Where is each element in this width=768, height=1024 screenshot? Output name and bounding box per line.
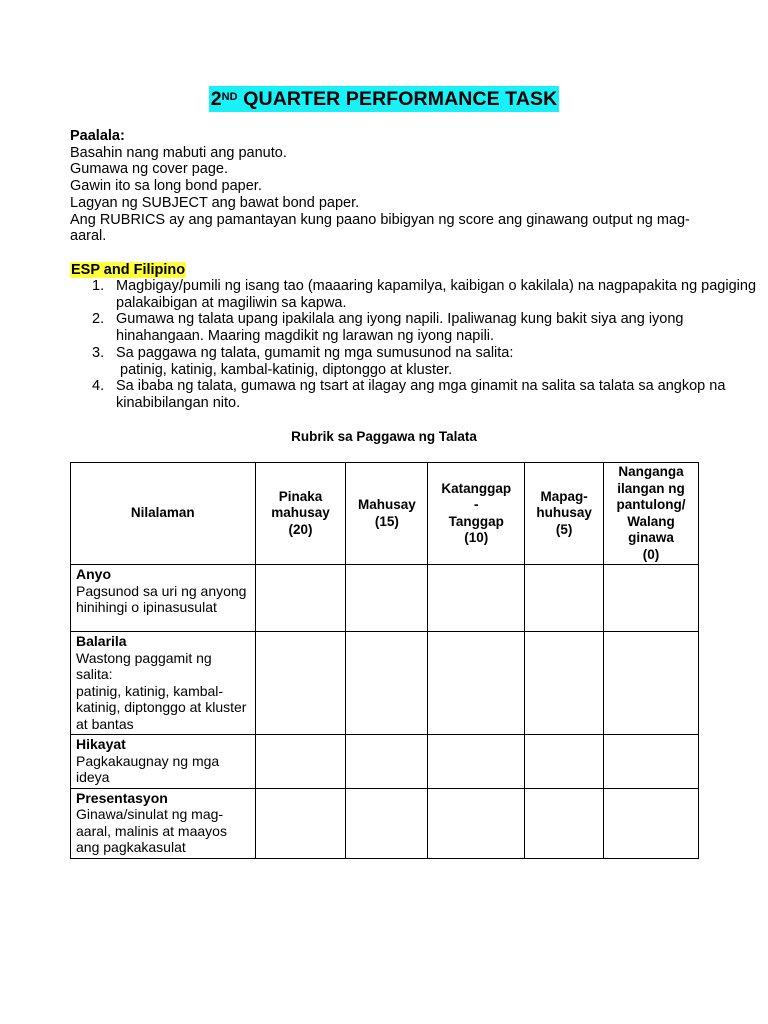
score-cell: [428, 632, 525, 735]
score-cell: [604, 632, 699, 735]
header-cell-score: Nanganga ilangan ng pantulong/ Walang ginawa (0): [604, 463, 699, 565]
reminder-line: Ang RUBRICS ay ang pamantayan kung paano bibigyan ng score ang ginawang output ng mag-aaral.: [70, 211, 690, 245]
criterion-desc: Wastong paggamit ng salita: patinig, katinig, kambal-katinig, diptonggo at kluster at bantas: [76, 649, 247, 732]
score-cell: [255, 788, 346, 858]
task-text: Magbigay/pumili ng isang tao (maaaring kapamilya, kaibigan o kakilala) na nagpapakita ng pagiging palakaibigan at magiliwin sa kapwa.: [116, 278, 757, 311]
score-cell: [525, 632, 604, 735]
task-list: [70, 278, 756, 412]
task-number: 4.: [92, 378, 105, 395]
task-number: 3.: [92, 344, 105, 361]
reminder-line: Gawin ito sa long bond paper.: [70, 178, 262, 195]
header-cell-nilalaman: Nilalaman: [71, 463, 256, 565]
task-text: Sa paggawa ng talata, gumamit ng mga sumusunod na salita:: [116, 344, 514, 361]
score-cell: [604, 788, 699, 858]
criterion-cell: [71, 735, 256, 789]
task-text-continued: patinig, katinig, kambal-katinig, diptonggo at kluster.: [116, 361, 453, 378]
task-number: 2.: [92, 311, 105, 328]
header-cell-score: Katanggap - Tanggap (10): [428, 463, 525, 565]
reminder-line: Basahin nang mabuti ang panuto.: [70, 144, 287, 161]
score-cell: [604, 565, 699, 632]
reminders-block: [70, 128, 710, 245]
reminders-label: Paalala:: [70, 128, 125, 144]
score-cell: [255, 735, 346, 789]
score-cell: [428, 788, 525, 858]
criterion-desc: Pagkakaugnay ng mga ideya: [76, 752, 220, 785]
task-item: [92, 278, 757, 311]
task-number: 1.: [92, 278, 105, 294]
criterion-name: Presentasyon: [76, 789, 168, 806]
score-cell: [428, 565, 525, 632]
title-rest: QUARTER PERFORMANCE TASK: [237, 88, 558, 110]
header-cell-score: Mahusay (15): [346, 463, 428, 565]
criterion-name: Hikayat: [76, 736, 126, 752]
criterion-name: Anyo: [76, 566, 111, 582]
rubric-row: [71, 788, 699, 858]
header-cell-score: Pinaka mahusay (20): [255, 463, 346, 565]
criterion-cell: [71, 632, 256, 735]
score-cell: [604, 735, 699, 789]
section-title-text: ESP and Filipino: [71, 262, 186, 278]
score-cell: [346, 565, 428, 632]
criterion-name: Balarila: [76, 633, 127, 649]
criterion-cell: [71, 565, 256, 632]
score-cell: [525, 788, 604, 858]
rubric-row: [71, 735, 699, 789]
reminder-line: Lagyan ng SUBJECT ang bawat bond paper.: [70, 194, 360, 211]
title-container: [0, 86, 768, 112]
score-cell: [346, 632, 428, 735]
rubric-row: [71, 565, 699, 632]
rubric-header-row: [71, 463, 699, 565]
criterion-cell: [71, 788, 256, 858]
criterion-desc: Pagsunod sa uri ng anyong hinihingi o ipinasusulat: [76, 582, 247, 615]
task-text: Gumawa ng talata upang ipakilala ang iyong napili. Ipaliwanag kung bakit siya ang iyong hinahangaan. Maaring magdikit ng larawan ng iyong napili.: [116, 311, 684, 345]
reminder-line: Gumawa ng cover page.: [70, 161, 228, 178]
task-item: [92, 344, 756, 378]
rubric-row: [71, 632, 699, 735]
section-title: [70, 262, 186, 279]
score-cell: [525, 565, 604, 632]
score-cell: [255, 632, 346, 735]
task-item: [92, 378, 756, 411]
criterion-desc: Ginawa/sinulat ng mag-aaral, malinis at maayos ang pagkakasulat: [76, 806, 227, 855]
rubric-table: [70, 462, 699, 859]
score-cell: [346, 788, 428, 858]
score-cell: [428, 735, 525, 789]
score-cell: [255, 565, 346, 632]
task-text: Sa ibaba ng talata, gumawa ng tsart at ilagay ang mga ginamit na salita sa talata sa angkop na kinabibilangan nito.: [116, 378, 726, 411]
title-prefix: 2: [210, 88, 222, 110]
rubric-title: Rubrik sa Paggawa ng Talata: [291, 429, 477, 444]
task-item: [92, 311, 756, 345]
title-superscript: ND: [221, 91, 238, 103]
page-title: [209, 86, 560, 112]
header-cell-score: Mapag- huhusay (5): [525, 463, 604, 565]
score-cell: [525, 735, 604, 789]
score-cell: [346, 735, 428, 789]
